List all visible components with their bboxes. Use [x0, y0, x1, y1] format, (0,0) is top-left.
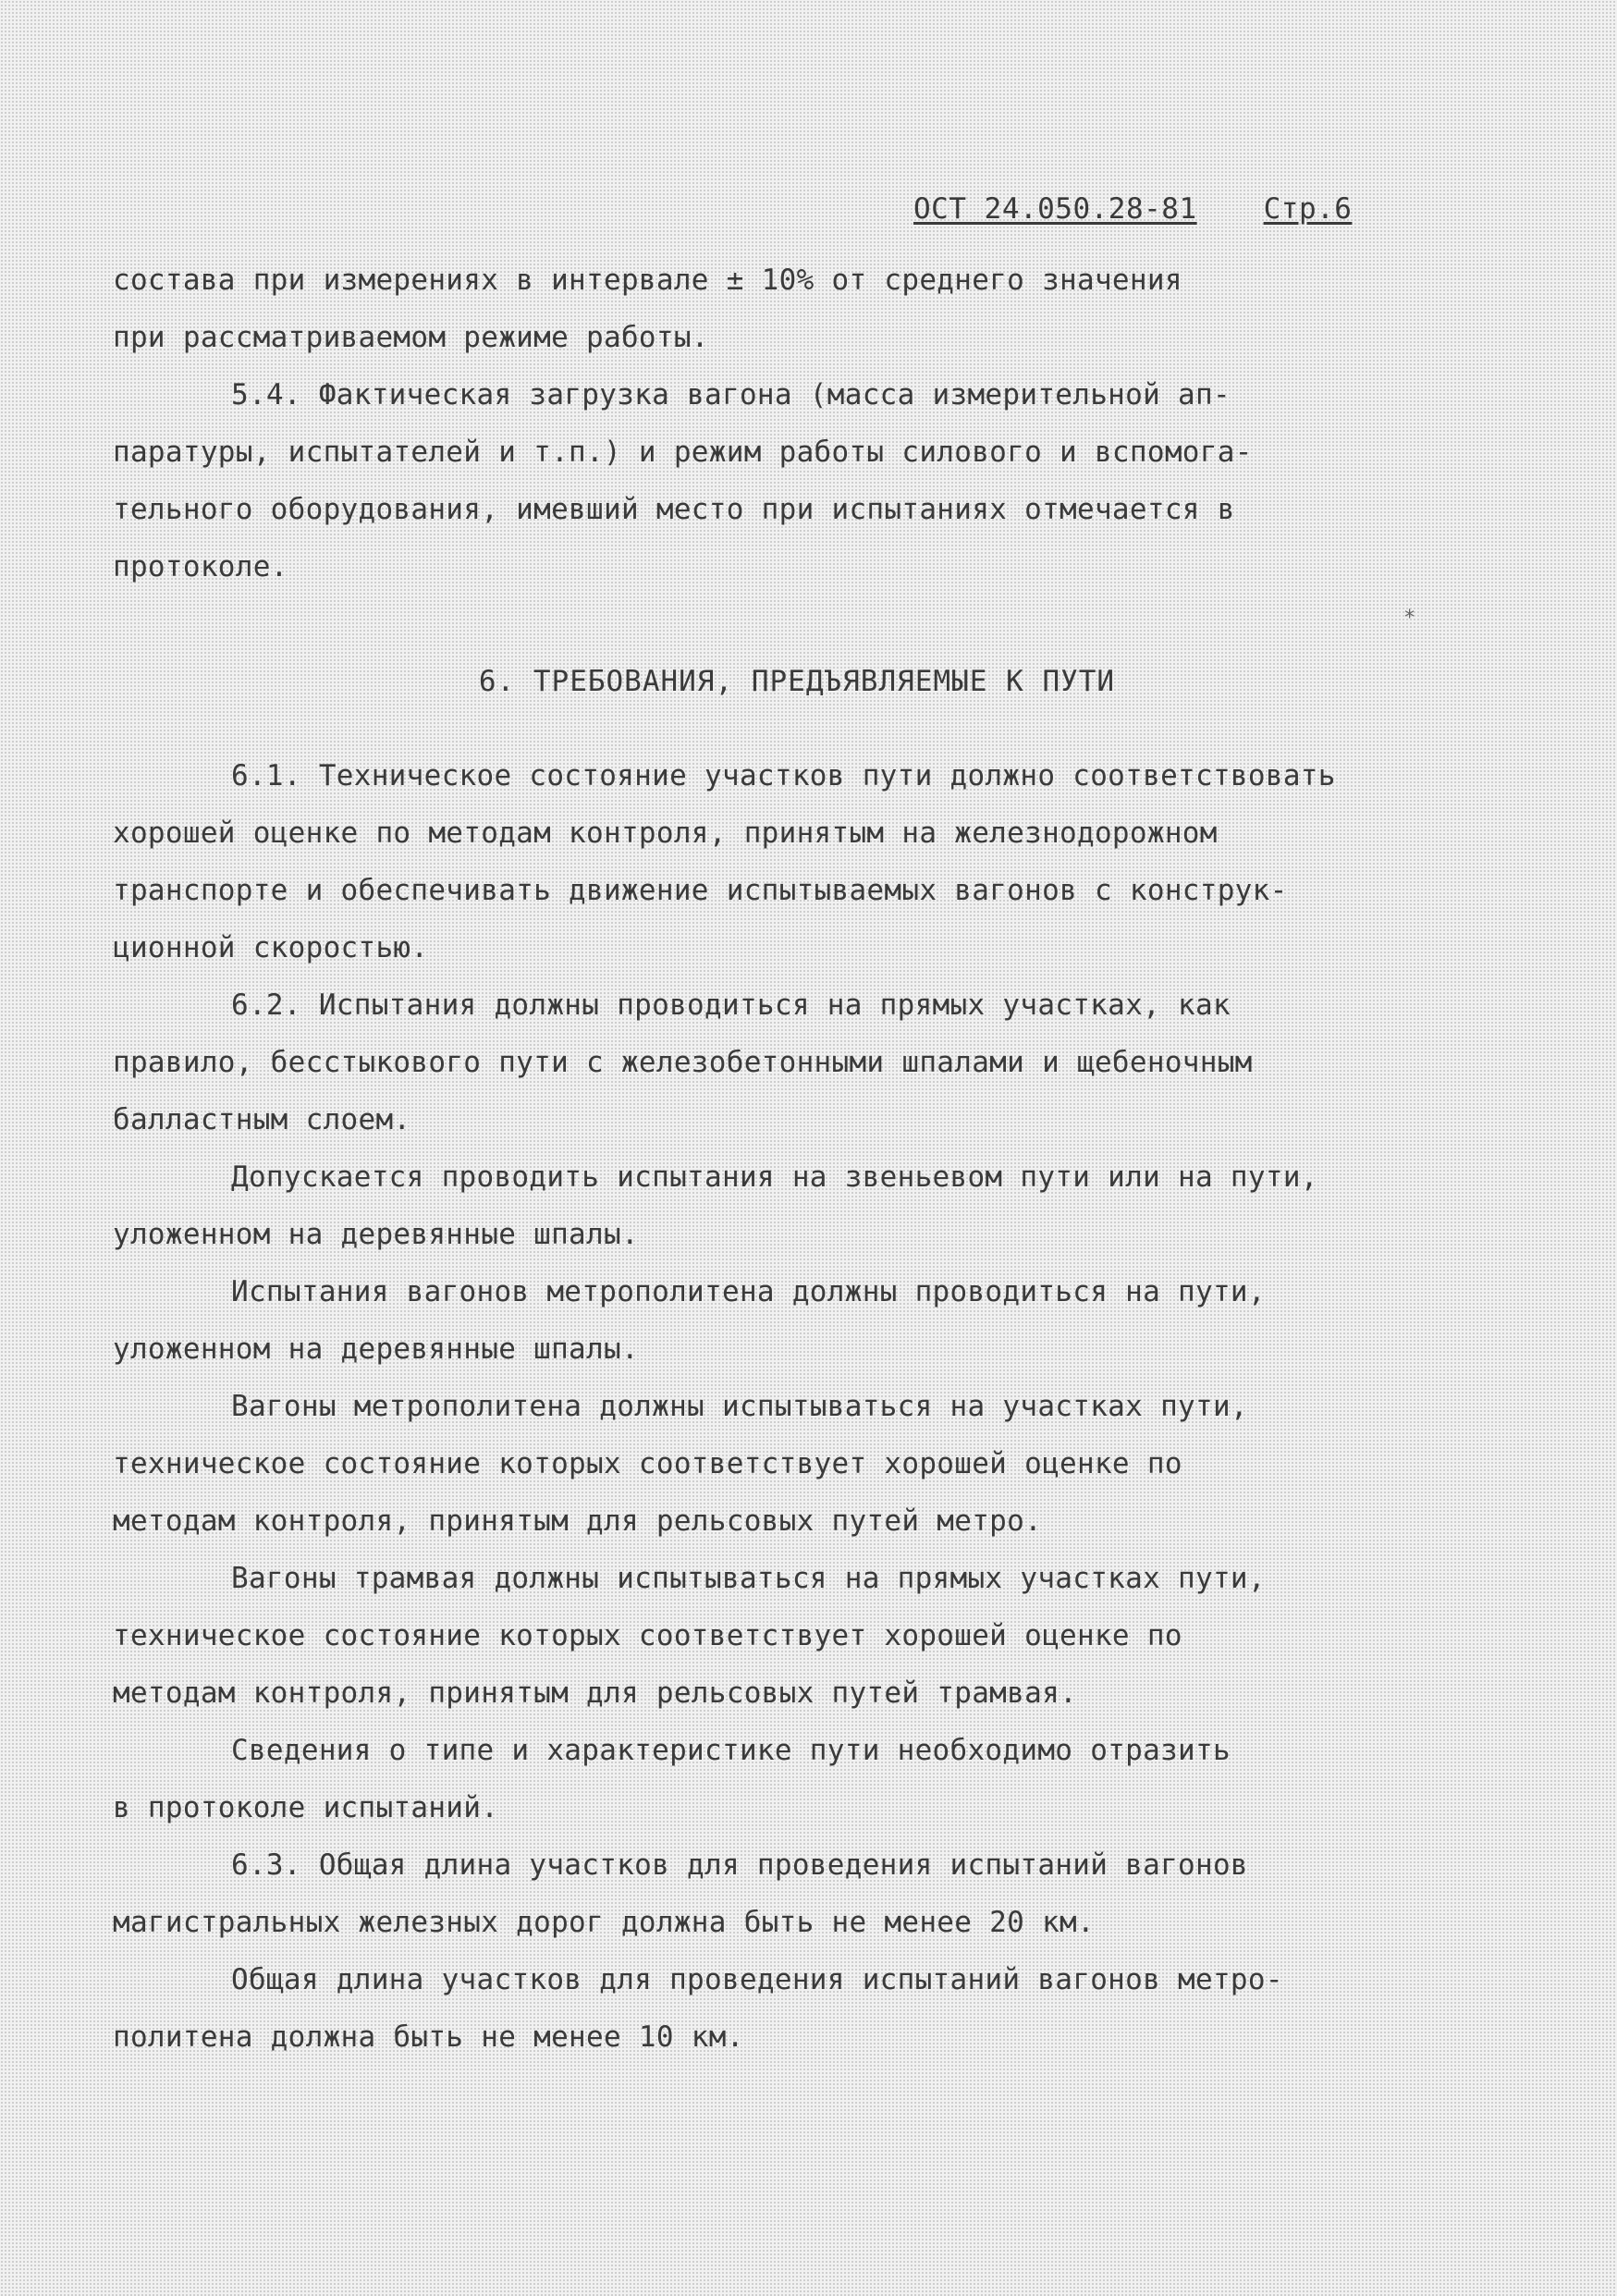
paragraph-text: Испытания вагонов метрополитена должны проводиться на пути, [231, 1275, 1266, 1308]
text-line: транспорте и обеспечивать движение испытываемых вагонов с конструк- [113, 874, 1288, 907]
text-line: методам контроля, принятым для рельсовых путей метро. [113, 1504, 1043, 1538]
text-line: протоколе. [113, 550, 288, 583]
text-line: уложенном на деревянные шпалы. [113, 1218, 639, 1251]
text-line: уложенном на деревянные шпалы. [113, 1332, 639, 1366]
paragraph-text: Сведения о типе и характеристике пути необходимо отразить [231, 1734, 1231, 1767]
paragraph-6-1: 6.1. Техническое состояние участков пути должно соответствовать [231, 759, 1336, 792]
paragraph-text: Допускается проводить испытания на звеньевом пути или на пути, [231, 1160, 1318, 1194]
text-line: техническое состояние которых соответствует хорошей оценке по [113, 1447, 1182, 1480]
document-body [113, 252, 1444, 2066]
paragraph-text: Вагоны метрополитена должны испытываться на участках пути, [231, 1390, 1248, 1423]
page-number: Стр.6 [1263, 192, 1353, 226]
text-line: политена должна быть не менее 10 км. [113, 2020, 744, 2054]
text-line: хорошей оценке по методам контроля, принятым на железнодорожном [113, 816, 1218, 850]
text-line: магистральных железных дорог должна быть не менее 20 км. [113, 1906, 1095, 1939]
paragraph-6-3: 6.3. Общая длина участков для проведения испытаний вагонов [231, 1848, 1248, 1882]
text-line: состава при измерениях в интервале ± 10% от среднего значения [113, 264, 1182, 297]
text-line: при рассматриваемом режиме работы. [113, 321, 709, 354]
document-code: ОСТ 24.050.28-81 [913, 192, 1197, 226]
text-line: техническое состояние которых соответствует хорошей оценке по [113, 1619, 1182, 1652]
section-6-heading: 6. ТРЕБОВАНИЯ, ПРЕДЪЯВЛЯЕМЫЕ К ПУТИ [478, 665, 1116, 698]
page-header [913, 192, 1352, 226]
paragraph-5-4: 5.4. Фактическая загрузка вагона (масса измерительной ап- [231, 378, 1231, 411]
paragraph-text: Вагоны трамвая должны испытываться на прямых участках пути, [231, 1562, 1266, 1595]
paragraph-text: Общая длина участков для проведения испытаний вагонов метро- [231, 1963, 1283, 1996]
margin-mark: * [1403, 607, 1416, 630]
paragraph-6-2: 6.2. Испытания должны проводиться на прямых участках, как [231, 988, 1231, 1022]
text-line: тельного оборудования, имевший место при испытаниях отмечается в [113, 493, 1235, 526]
text-line: ционной скоростью. [113, 931, 429, 964]
text-line: балластным слоем. [113, 1103, 411, 1136]
text-line: правило, бесстыкового пути с железобетонными шпалами и щебеночным [113, 1046, 1253, 1079]
text-line: в протоколе испытаний. [113, 1791, 499, 1824]
text-line: методам контроля, принятым для рельсовых путей трамвая. [113, 1676, 1077, 1710]
text-line: паратуры, испытателей и т.п.) и режим работы силового и вспомога- [113, 436, 1253, 469]
